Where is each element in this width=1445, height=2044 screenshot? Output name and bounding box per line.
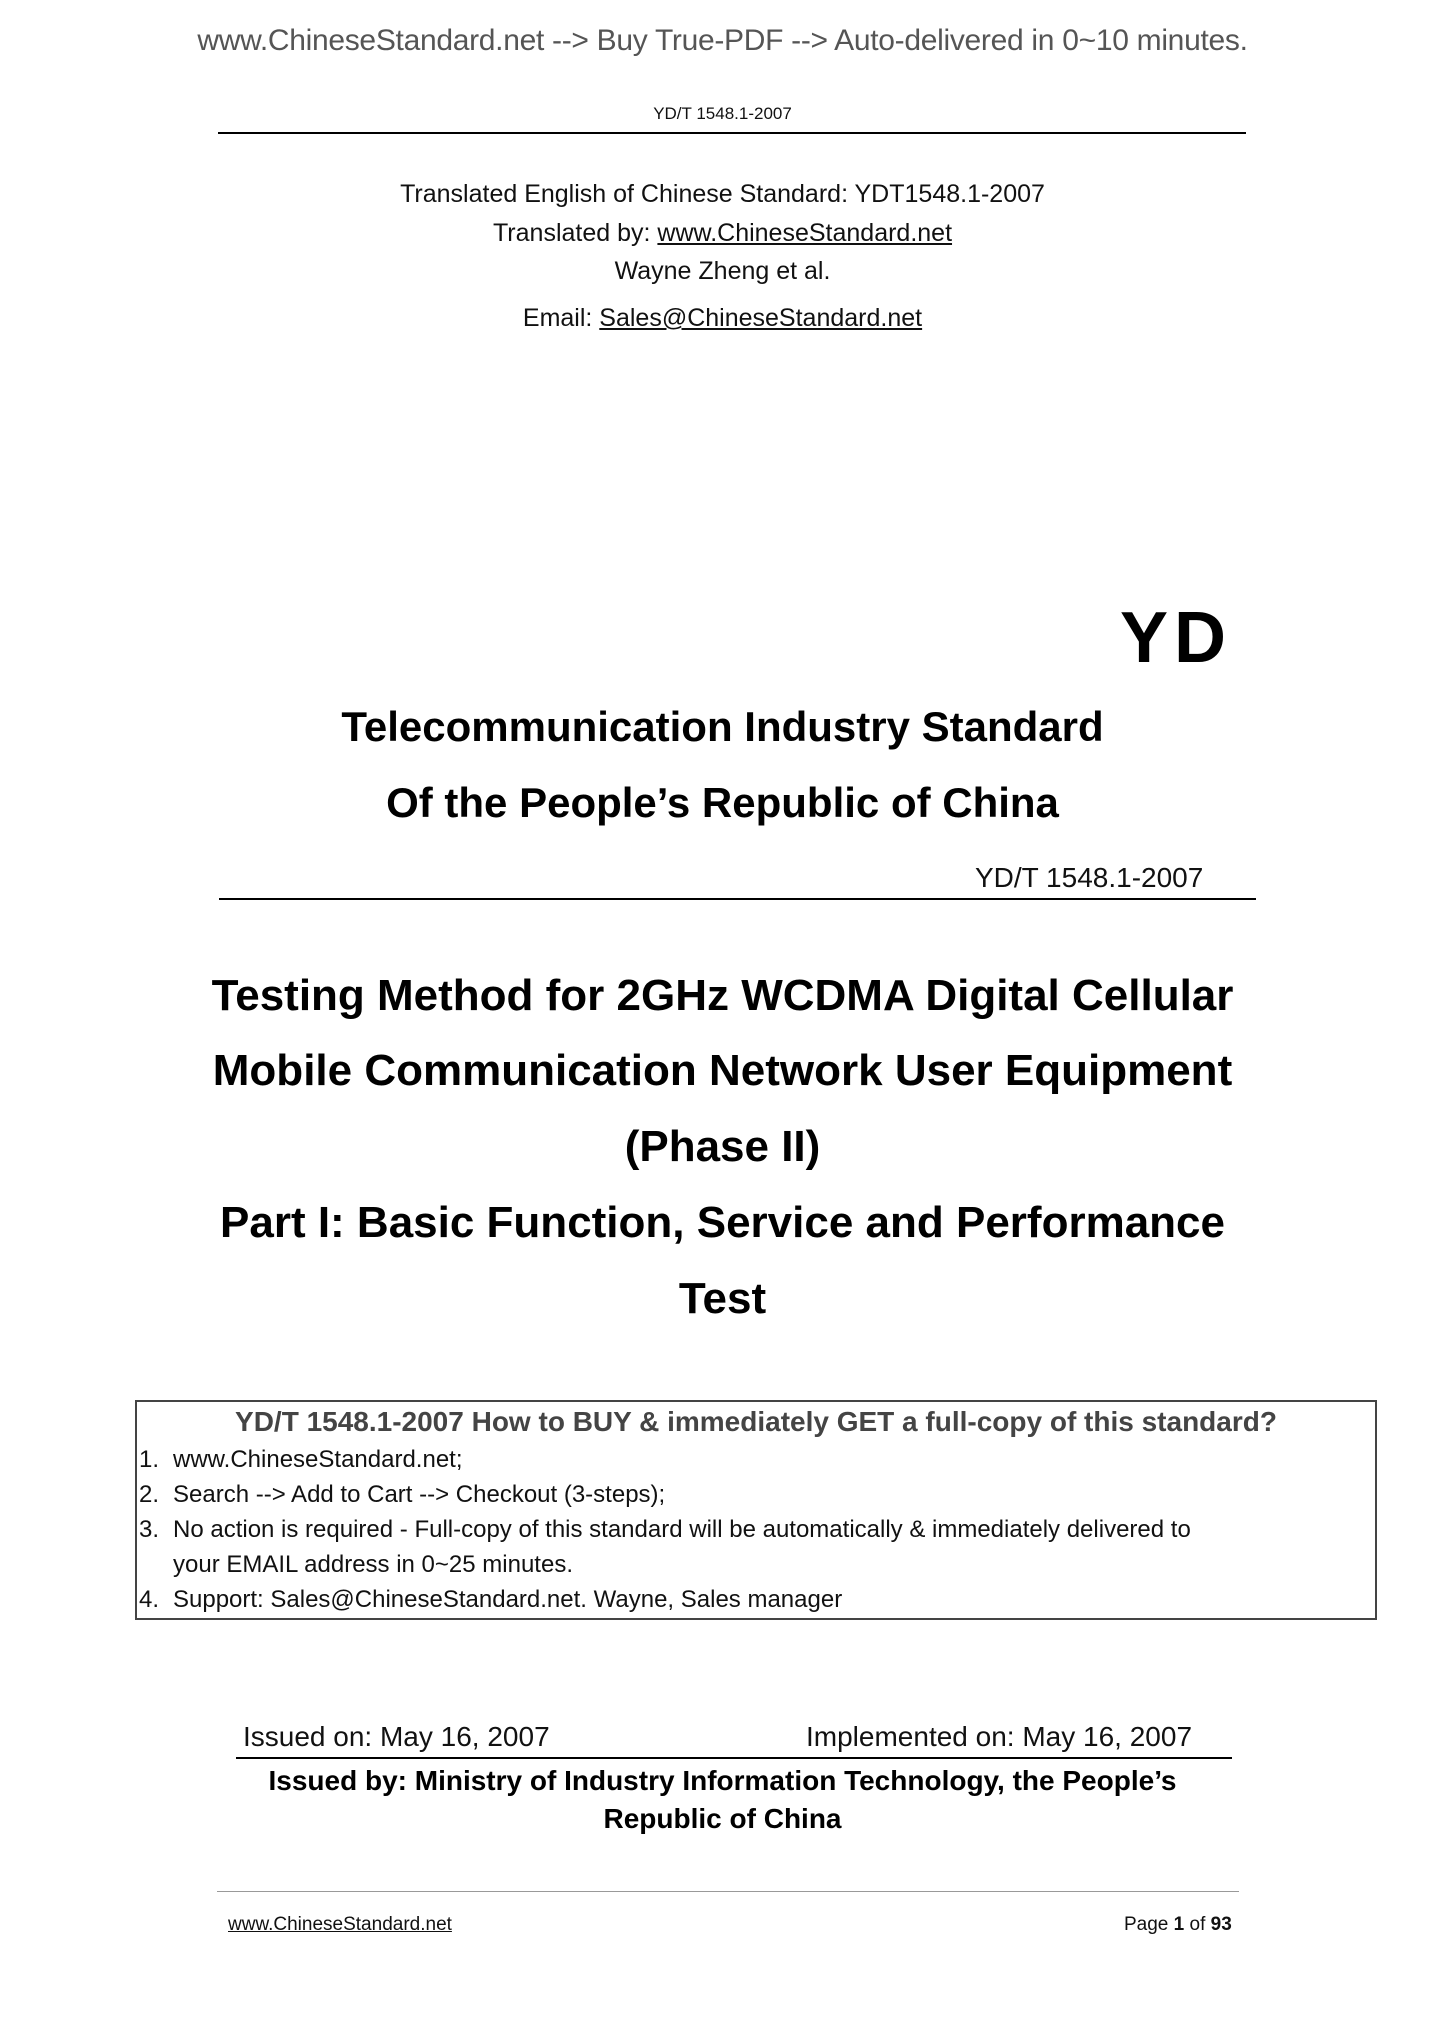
translated-by — [0, 219, 1445, 248]
document-title-line-2: Mobile Communication Network User Equipment — [212, 1046, 1233, 1095]
step-text: www.ChineseStandard.net; — [173, 1446, 463, 1473]
step-number: 1. — [139, 1446, 160, 1473]
standard-code-divider — [219, 898, 1256, 900]
standard-code: YD/T 1548.1-2007 — [975, 862, 1204, 893]
standard-title-line-2: Of the People’s Republic of China — [386, 779, 1059, 826]
purchase-step-3-continued: your EMAIL address in 0~25 minutes. — [173, 1551, 573, 1578]
translation-title: Translated English of Chinese Standard: YDT1548.1-2007 — [400, 180, 1045, 208]
dates-divider — [236, 1757, 1232, 1759]
step-number: 3. — [139, 1516, 160, 1543]
purchase-info-heading: YD/T 1548.1-2007 How to BUY & immediately GET a full-copy of this standard? — [235, 1406, 1277, 1437]
header-divider — [218, 132, 1246, 134]
document-title-line-1: Testing Method for 2GHz WCDMA Digital Cellular — [211, 971, 1234, 1020]
issued-on-date: Issued on: May 16, 2007 — [243, 1721, 550, 1752]
issuer-line-2: Republic of China — [603, 1803, 842, 1834]
purchase-step-1 — [139, 1446, 463, 1474]
translated-by-label: Translated by: — [492, 219, 658, 247]
purchase-step-2 — [139, 1481, 665, 1509]
issuer-line-1: Issued by: Ministry of Industry Information Technology, the People’s — [268, 1765, 1177, 1796]
translator-website-link[interactable]: www.ChineseStandard.net — [657, 219, 953, 247]
implemented-on-date: Implemented on: May 16, 2007 — [806, 1721, 1193, 1752]
page-label: Page — [1124, 1914, 1174, 1935]
purchase-step-3 — [139, 1516, 1191, 1544]
document-title-line-3: (Phase II) — [624, 1122, 821, 1171]
standard-mark: YD — [1120, 598, 1233, 678]
current-page: 1 — [1173, 1914, 1185, 1935]
step-number: 4. — [139, 1586, 160, 1613]
total-pages: 93 — [1210, 1914, 1232, 1935]
top-banner: www.ChineseStandard.net --> Buy True-PDF --> Auto-delivered in 0~10 minutes. — [197, 24, 1248, 57]
page-of: of — [1184, 1914, 1211, 1935]
translation-authors: Wayne Zheng et al. — [614, 257, 831, 285]
email-link[interactable]: Sales@ChineseStandard.net — [599, 304, 923, 332]
document-title-line-4: Part I: Basic Function, Service and Performance — [220, 1198, 1225, 1247]
footer-divider — [217, 1891, 1239, 1892]
purchase-info-box — [135, 1400, 1377, 1620]
step-text: Search --> Add to Cart --> Checkout (3-steps); — [173, 1481, 666, 1508]
step-number: 2. — [139, 1481, 160, 1508]
step-text: No action is required - Full-copy of this standard will be automatically & immediately delivered to — [173, 1516, 1191, 1543]
footer-website-link[interactable]: www.ChineseStandard.net — [228, 1914, 452, 1935]
document-title-line-5: Test — [678, 1274, 767, 1323]
email-label: Email: — [522, 304, 600, 332]
header-standard-code: YD/T 1548.1-2007 — [653, 104, 792, 123]
standard-title-line-1: Telecommunication Industry Standard — [341, 703, 1104, 750]
step-text: Support: Sales@ChineseStandard.net. Wayne, Sales manager — [173, 1586, 843, 1613]
contact-email — [0, 304, 1445, 333]
page-indicator — [1124, 1914, 1232, 1936]
purchase-step-4 — [139, 1586, 842, 1614]
